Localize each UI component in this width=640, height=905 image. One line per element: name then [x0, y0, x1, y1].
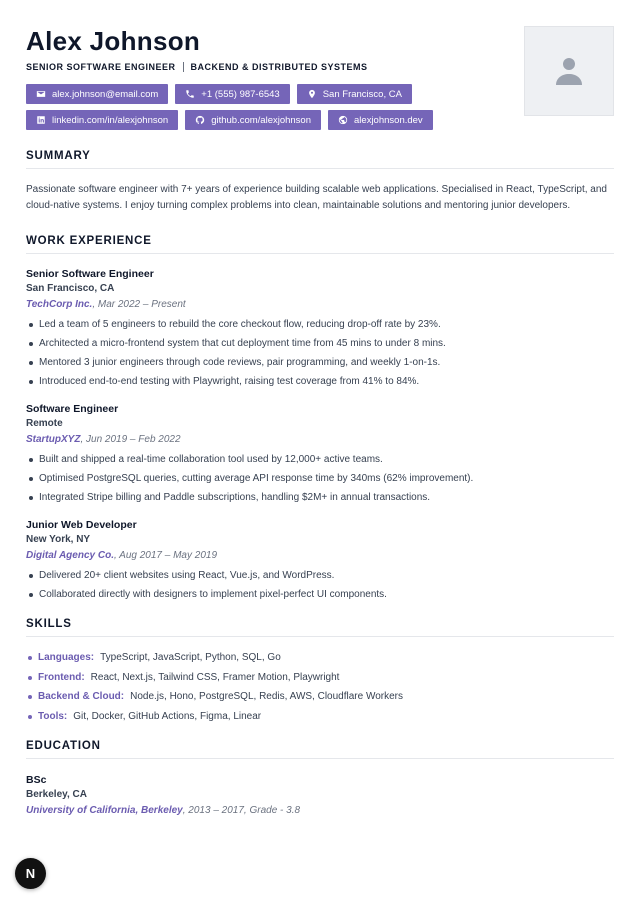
- job-location: New York, NY: [26, 534, 91, 545]
- role-secondary: BACKEND & DISTRIBUTED SYSTEMS: [190, 62, 368, 72]
- github-text: github.com/alexjohnson: [211, 114, 312, 126]
- job-title: Junior Web Developer: [26, 519, 137, 531]
- contact-row: [26, 110, 506, 130]
- contact-row: [26, 84, 506, 104]
- list-item: Delivered 20+ client websites using React, Vue.js, and WordPress.: [26, 569, 614, 582]
- section-title: WORK EXPERIENCE: [26, 235, 614, 254]
- website-link[interactable]: [328, 110, 433, 130]
- education-details: , 2013 – 2017, Grade - 3.8: [182, 804, 301, 816]
- education-meta: [26, 804, 614, 818]
- skill-category: Frontend:: [38, 671, 85, 683]
- website-text: alexjohnson.dev: [354, 114, 423, 126]
- linkedin-icon: [36, 115, 46, 125]
- list-item: Built and shipped a real-time collaboration tool used by 12,000+ active teams.: [26, 453, 614, 466]
- role-divider: [183, 62, 184, 72]
- skill-category: Tools:: [38, 710, 68, 722]
- skill-values: Git, Docker, GitHub Actions, Figma, Linear: [73, 710, 262, 722]
- job-dates: , Mar 2022 – Present: [92, 299, 186, 310]
- resume-header: [26, 26, 614, 132]
- list-item: Architected a micro-frontend system that cut deployment time from 45 mins to under 8 mins.: [26, 337, 614, 350]
- user-avatar-icon: [556, 57, 582, 85]
- skill-values: TypeScript, JavaScript, Python, SQL, Go: [100, 652, 281, 663]
- skill-values: React, Next.js, Tailwind CSS, Framer Motion, Playwright: [90, 671, 340, 683]
- dev-tools-badge[interactable]: [15, 858, 46, 889]
- company-name: StartupXYZ: [26, 434, 81, 445]
- section-title: SKILLS: [26, 618, 614, 637]
- job-meta: [26, 298, 614, 312]
- linkedin-link[interactable]: [26, 110, 178, 130]
- resume-page: [26, 26, 614, 818]
- section-title: EDUCATION: [26, 740, 614, 759]
- skill-item: [26, 690, 614, 703]
- section-title: SUMMARY: [26, 150, 614, 169]
- github-icon: [195, 115, 205, 125]
- job-bullets: [26, 453, 614, 504]
- phone-link[interactable]: [175, 84, 289, 104]
- skills-list: [26, 651, 614, 723]
- job-bullets: [26, 569, 614, 601]
- list-item: Collaborated directly with designers to implement pixel-perfect UI components.: [26, 588, 614, 601]
- contact-chips: [26, 84, 506, 136]
- job-meta: [26, 549, 614, 563]
- skill-category: Backend & Cloud:: [38, 691, 125, 702]
- job-location: Remote: [26, 418, 63, 429]
- school-name: University of California, Berkeley: [26, 804, 183, 816]
- education-section: [26, 740, 614, 818]
- location-text: San Francisco, CA: [322, 88, 402, 100]
- email-icon: [36, 89, 46, 99]
- job-meta: [26, 433, 614, 447]
- education-location: Berkeley, CA: [26, 788, 87, 800]
- job-entry: [26, 267, 614, 388]
- degree: BSc: [26, 773, 47, 786]
- skills-section: [26, 618, 614, 723]
- github-link[interactable]: [185, 110, 321, 130]
- job-entry: [26, 518, 614, 601]
- list-item: Mentored 3 junior engineers through code reviews, pair programming, and weekly 1-on-1s.: [26, 356, 614, 369]
- company-name: Digital Agency Co.: [26, 550, 114, 561]
- phone-icon: [185, 89, 195, 99]
- location-link[interactable]: [297, 84, 412, 104]
- linkedin-text: linkedin.com/in/alexjohnson: [52, 114, 169, 126]
- skill-item: [26, 710, 614, 723]
- job-entry: [26, 402, 614, 504]
- summary-section: [26, 150, 614, 214]
- job-location: San Francisco, CA: [26, 283, 115, 294]
- job-title: Senior Software Engineer: [26, 268, 154, 280]
- email-text: alex.johnson@email.com: [52, 88, 159, 100]
- skill-values: Node.js, Hono, PostgreSQL, Redis, AWS, Cloudflare Workers: [130, 691, 404, 702]
- summary-text: Passionate software engineer with 7+ years of experience building scalable web applications. Specialised in React, TypeScript, and cloud-native systems. I enjoy turning complex problems into clean, maintainable solutions and mentoring junior developers.: [26, 184, 607, 211]
- list-item: Integrated Stripe billing and Paddle subscriptions, handling $2M+ in annual transactions.: [26, 491, 614, 504]
- job-title: Software Engineer: [26, 403, 119, 415]
- list-item: Led a team of 5 engineers to rebuild the core checkout flow, reducing drop-off rate by 23%.: [26, 318, 614, 331]
- profile-photo-placeholder: [524, 26, 614, 116]
- email-link[interactable]: [26, 84, 168, 104]
- job-dates: , Jun 2019 – Feb 2022: [80, 434, 181, 445]
- globe-icon: [338, 115, 348, 125]
- job-dates: , Aug 2017 – May 2019: [113, 550, 218, 561]
- education-entry: [26, 773, 614, 818]
- experience-section: [26, 235, 614, 601]
- skill-category: Languages:: [38, 652, 95, 663]
- job-bullets: [26, 318, 614, 388]
- list-item: Optimised PostgreSQL queries, cutting average API response time by 340ms (62% improvement).: [26, 472, 614, 485]
- company-name: TechCorp Inc.: [26, 299, 93, 310]
- role-primary: SENIOR SOFTWARE ENGINEER: [26, 62, 176, 72]
- location-icon: [307, 89, 317, 99]
- skill-item: [26, 651, 614, 664]
- candidate-name: Alex Johnson: [26, 26, 201, 56]
- skill-item: [26, 671, 614, 684]
- dev-tools-badge-label: N: [25, 866, 36, 881]
- phone-text: +1 (555) 987-6543: [201, 88, 280, 100]
- list-item: Introduced end-to-end testing with Playwright, raising test coverage from 41% to 84%.: [26, 375, 614, 388]
